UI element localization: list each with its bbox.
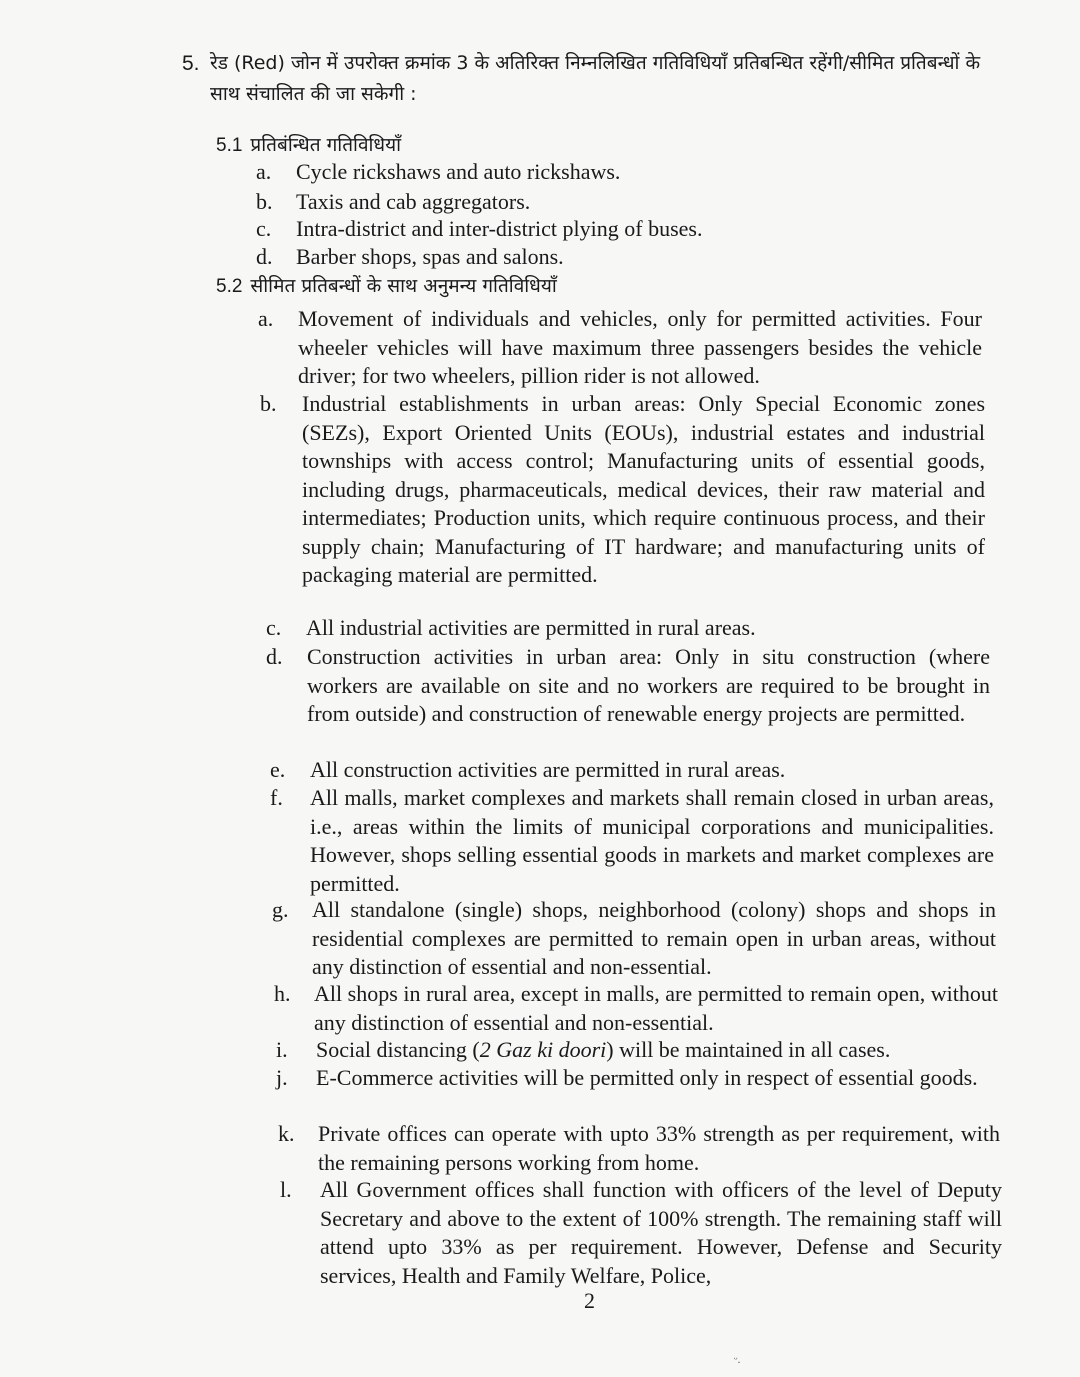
item-text: E-Commerce activities will be permitted only in respect of essential goods. [316, 1065, 978, 1090]
item-text-end: ) will be maintained in all cases. [606, 1037, 891, 1062]
item-text: Intra-district and inter-district plying of buses. [296, 216, 703, 241]
item-letter: a. [258, 306, 274, 331]
item-letter: d. [266, 644, 283, 669]
item-text: Movement of individuals and vehicles, only for permitted activities. Four wheeler vehicles will have maximum three passengers besides the vehicle driver; for two wheelers, pillion rider is not allowed. [298, 306, 982, 388]
list-item [266, 643, 990, 729]
list-item [278, 1120, 1000, 1177]
item-text: All shops in rural area, except in malls, are permitted to remain open, without any distinction of essential and non-essential. [314, 981, 998, 1035]
item-text: Cycle rickshaws and auto rickshaws. [296, 159, 621, 184]
section-intro-text: रेड (Red) जोन में उपरोक्त क्रमांक 3 के अतिरिक्त निम्नलिखित गतिविधियाँ प्रतिबन्धित रहेंगी/सीमित प्रतिबन्धों के साथ संचालित की जा सकेगी : [210, 52, 981, 105]
item-text: All construction activities are permitted in rural areas. [310, 757, 786, 782]
subsection-number: 5.2 [216, 276, 243, 297]
list-item [274, 980, 998, 1037]
list-item [256, 215, 816, 244]
list-item [276, 1036, 998, 1065]
subsection-number: 5.1 [216, 135, 243, 156]
item-letter: i. [276, 1037, 288, 1062]
subsection-5-1-heading [216, 131, 401, 157]
item-letter: c. [266, 615, 282, 640]
subsection-5-2-heading [216, 272, 557, 298]
item-letter: a. [256, 159, 272, 184]
item-letter: c. [256, 216, 272, 241]
item-letter: d. [256, 244, 273, 269]
list-item [256, 243, 816, 272]
item-letter: g. [272, 897, 289, 922]
item-letter: j. [276, 1065, 288, 1090]
list-item [276, 1064, 1000, 1093]
list-item [266, 614, 986, 643]
item-letter: h. [274, 981, 291, 1006]
item-text-italic: 2 Gaz ki doori [479, 1037, 607, 1062]
list-item [270, 756, 990, 785]
list-item [280, 1176, 1002, 1290]
item-text: Industrial establishments in urban areas: Only Special Economic zones (SEZs), Export Oriented Units (EOUs), industrial estates and industrial townships with access control; Manufacturing units of essential goods, including drugs, pharmaceuticals, medical devices, their raw material and intermediates; Production units, which require continuous process, and their supply chain; Manufacturing of IT hardware; and manufacturing units of packaging material are permitted. [302, 391, 985, 587]
item-text: All malls, market complexes and markets shall remain closed in urban areas, i.e., areas within the limits of municipal corporations and municipalities. However, shops selling essential goods in markets and market complexes are permitted. [310, 785, 994, 896]
list-item [256, 158, 816, 187]
item-letter: k. [278, 1121, 295, 1146]
page-number: 2 [584, 1288, 595, 1313]
item-text-start: Social distancing ( [316, 1037, 480, 1062]
list-item [258, 305, 982, 391]
list-item [256, 188, 816, 217]
item-letter: l. [280, 1177, 292, 1202]
section-5-heading [182, 48, 982, 110]
item-text [316, 1036, 998, 1065]
item-text: Private offices can operate with upto 33% strength as per requirement, with the remaining persons working from home. [318, 1121, 1000, 1175]
list-item [260, 390, 985, 590]
scan-mark: ᵕ. [734, 1352, 741, 1366]
item-text: All Government offices shall function with officers of the level of Deputy Secretary and above to the extent of 100% strength. The remaining staff will attend upto 33% as per requirement. However, Defense and Security services, Health and Family Welfare, Police, [320, 1177, 1002, 1288]
subsection-title: सीमित प्रतिबन्धों के साथ अनुमन्य गतिविधियाँ [250, 275, 557, 297]
item-text: Construction activities in urban area: Only in situ construction (where workers are available on site and no workers are required to be brought in from outside) and construction of renewable energy projects are permitted. [307, 644, 990, 726]
item-text: All standalone (single) shops, neighborhood (colony) shops and shops in residential complexes are permitted to remain open in urban areas, without any distinction of essential and non-essential. [312, 897, 996, 979]
list-item [272, 896, 996, 982]
item-letter: e. [270, 757, 286, 782]
item-letter: b. [256, 189, 273, 214]
item-text: All industrial activities are permitted in rural areas. [306, 615, 756, 640]
item-text: Barber shops, spas and salons. [296, 244, 564, 269]
section-number: 5. [182, 52, 200, 75]
item-text: Taxis and cab aggregators. [296, 189, 531, 214]
item-letter: f. [270, 785, 283, 810]
list-item [270, 784, 994, 898]
subsection-title: प्रतिबंन्धित गतिविधियाँ [250, 134, 402, 156]
item-letter: b. [260, 391, 277, 416]
